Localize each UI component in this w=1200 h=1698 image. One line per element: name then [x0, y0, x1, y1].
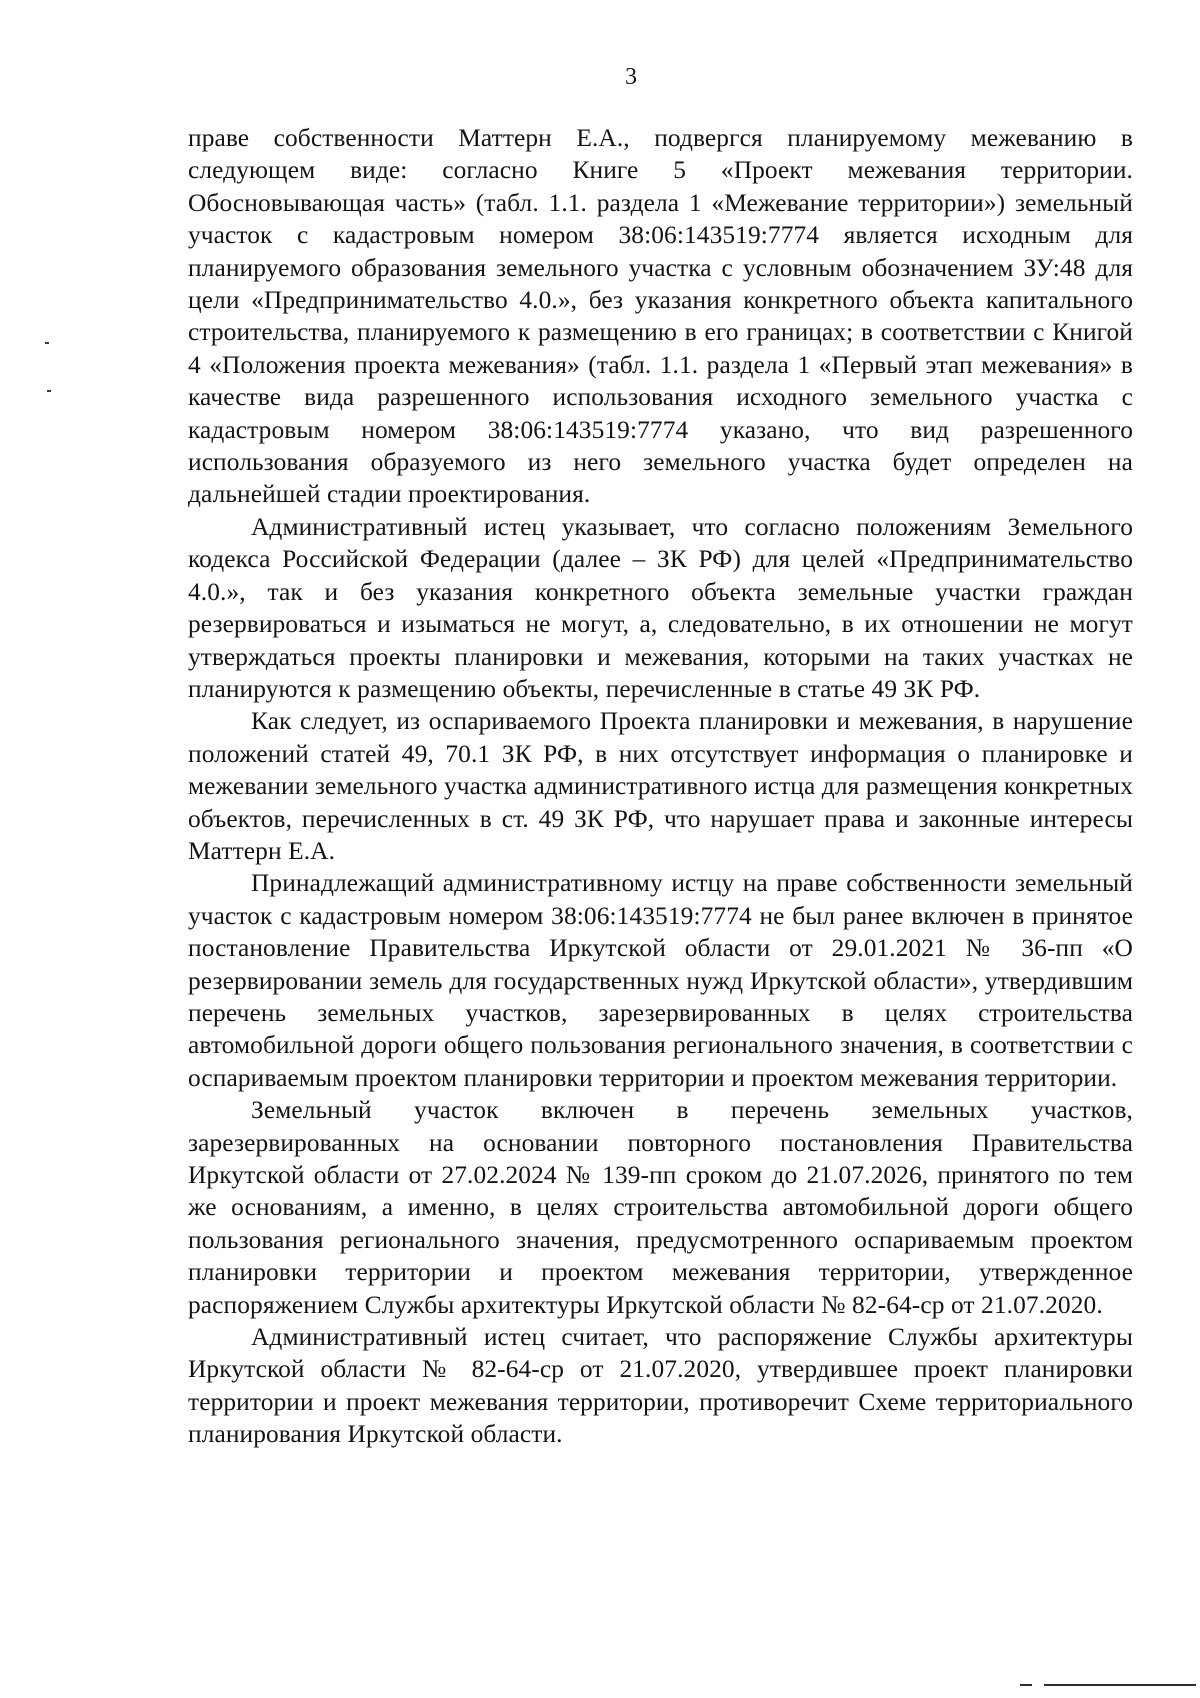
margin-mark	[45, 342, 49, 344]
paragraph: Как следует, из оспариваемого Проекта планировки и межевания, в нарушение положений статей 49, 70.1 ЗК РФ, в них отсутствует информация о планировке и межевании земельного участка административного истца для размещения конкретных объектов, перечисленных в ст. 49 ЗК РФ, что нарушает права и законные интересы Маттерн Е.А.	[188, 707, 1133, 865]
footer-rule	[1020, 1684, 1032, 1686]
paragraph: Земельный участок включен в перечень земельных участков, зарезервированных на основании повторного постановления Правительства Иркутской области от 27.02.2024 № 139-пп сроком до 21.07.2026, принятого по тем же основаниям, а именно, в целях строительства автомобильной дороги общего пользования регионального значения, предусмотренного оспариваемым проектом планировки территории и проектом межевания территории, утвержденное распоряжением Службы архитектуры Иркутской области № 82-64-ср от 21.07.2020.	[188, 1096, 1133, 1319]
paragraph: Административный истец указывает, что согласно положениям Земельного кодекса Российской Федерации (далее – ЗК РФ) для целей «Предпринимательство 4.0.», так и без указания конкретного объекта земельные участки граждан резервироваться и изыматься не могут, а, следовательно, в их отношении не могут утверждаться проекты планировки и межевания, которыми на таких участках не планируются к размещению объекты, перечисленные в статье 49 ЗК РФ.	[188, 512, 1133, 703]
paragraph: Административный истец считает, что распоряжение Службы архитектуры Иркутской области № 82-64-ср от 21.07.2020, утвердившее проект планировки территории и проект межевания территории, противоречит Схеме территориального планирования Иркутской области.	[188, 1323, 1133, 1449]
paragraph: Принадлежащий административному истцу на праве собственности земельный участок с кадастровым номером 38:06:143519:7774 не был ранее включен в принятое постановление Правительства Иркутской области от 29.01.2021 № 36-пп «О резервировании земель для государственных нужд Иркутской области», утвердившим перечень земельных участков, зарезервированных в целях строительства автомобильной дороги общего пользования регионального значения, в соответствии с оспариваемым проектом планировки территории и проектом межевания территории.	[188, 869, 1133, 1092]
page-number: 3	[625, 64, 637, 90]
footer-rule	[1044, 1684, 1196, 1686]
document-body	[188, 122, 1133, 1451]
paragraph: праве собственности Маттерн Е.А., подвергся планируемому межеванию в следующем виде: согласно Книге 5 «Проект межевания территории. Обосновывающая часть» (табл. 1.1. раздела 1 «Межевание территории») земельный участок с кадастровым номером 38:06:143519:7774 является исходным для планируемого образования земельного участка с условным обозначением ЗУ:48 для цели «Предпринимательство 4.0.», без указания конкретного объекта капитального строительства, планируемого к размещению в его границах; в соответствии с Книгой 4 «Положения проекта межевания» (табл. 1.1. раздела 1 «Первый этап межевания» в качестве вида разрешенного использования исходного земельного участка с кадастровым номером 38:06:143519:7774 указано, что вид разрешенного использования образуемого из него земельного участка будет определен на дальнейшей стадии проектирования.	[188, 124, 1133, 509]
margin-mark	[47, 390, 51, 392]
